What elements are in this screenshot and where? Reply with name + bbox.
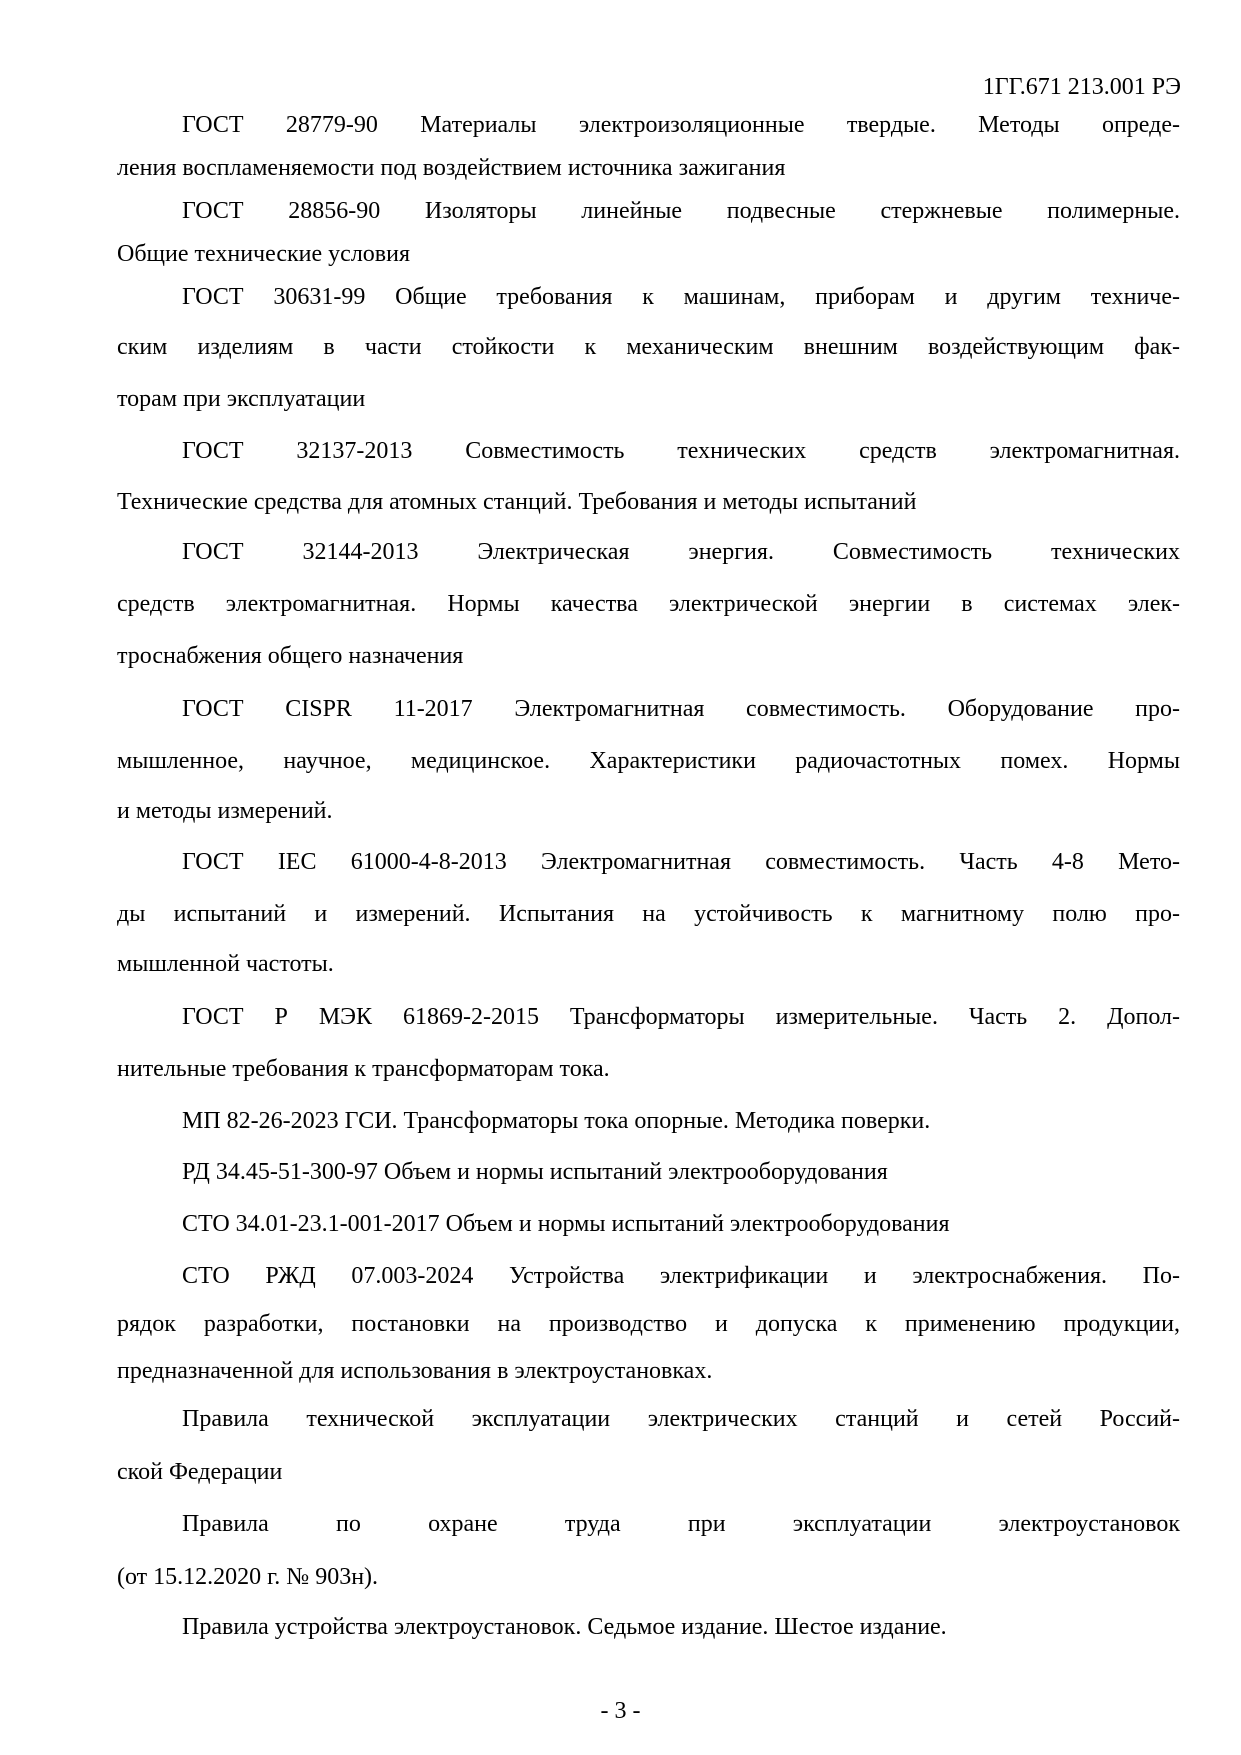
- reference-line: средств электромагнитная. Нормы качества электрической энергии в системах элек-: [117, 591, 1180, 617]
- reference-line: ГОСТ CISPR 11-2017 Электромагнитная совместимость. Оборудование про-: [182, 696, 1180, 722]
- reference-line: ГОСТ 32137-2013 Совместимость технических средств электромагнитная.: [182, 438, 1180, 464]
- document-code-header: 1ГГ.671 213.001 РЭ: [982, 74, 1181, 100]
- reference-line: ления воспламеняемости под воздействием источника зажигания: [117, 155, 786, 181]
- reference-line: (от 15.12.2020 г. № 903н).: [117, 1564, 379, 1590]
- reference-line: Правила по охране труда при эксплуатации электроустановок: [182, 1511, 1180, 1537]
- reference-line: ГОСТ 30631-99 Общие требования к машинам, приборам и другим техниче-: [182, 284, 1180, 310]
- reference-line: нительные требования к трансформаторам тока.: [117, 1056, 610, 1082]
- reference-line: СТО 34.01-23.1-001-2017 Объем и нормы испытаний электрооборудования: [182, 1211, 950, 1237]
- reference-line: МП 82-26-2023 ГСИ. Трансформаторы тока опорные. Методика поверки.: [182, 1108, 931, 1134]
- reference-line: мышленной частоты.: [117, 951, 334, 977]
- reference-line: ГОСТ 28856-90 Изоляторы линейные подвесные стержневые полимерные.: [182, 198, 1180, 224]
- reference-line: ГОСТ 32144-2013 Электрическая энергия. Совместимость технических: [182, 539, 1180, 565]
- reference-line: ГОСТ Р МЭК 61869-2-2015 Трансформаторы измерительные. Часть 2. Допол-: [182, 1004, 1180, 1030]
- reference-line: ГОСТ 28779-90 Материалы электроизоляционные твердые. Методы опреде-: [182, 112, 1180, 138]
- reference-line: Технические средства для атомных станций. Требования и методы испытаний: [117, 489, 917, 515]
- reference-line: и методы измерений.: [117, 798, 333, 824]
- page-number: - 3 -: [600, 1698, 641, 1724]
- reference-line: рядок разработки, постановки на производство и допуска к применению продукции,: [117, 1311, 1180, 1337]
- reference-line: РД 34.45-51-300-97 Объем и нормы испытаний электрооборудования: [182, 1159, 888, 1185]
- reference-line: мышленное, научное, медицинское. Характеристики радиочастотных помех. Нормы: [117, 748, 1180, 774]
- reference-line: предназначенной для использования в электроустановках.: [117, 1358, 713, 1384]
- reference-line: Правила технической эксплуатации электрических станций и сетей Россий-: [182, 1406, 1180, 1432]
- reference-line: ГОСТ IEC 61000-4-8-2013 Электромагнитная совместимость. Часть 4-8 Мето-: [182, 849, 1180, 875]
- reference-line: торам при эксплуатации: [117, 386, 366, 412]
- reference-line: ды испытаний и измерений. Испытания на устойчивость к магнитному полю про-: [117, 901, 1180, 927]
- reference-line: троснабжения общего назначения: [117, 643, 464, 669]
- reference-line: ским изделиям в части стойкости к механическим внешним воздействующим фак-: [117, 334, 1180, 360]
- reference-line: Общие технические условия: [117, 241, 411, 267]
- reference-line: Правила устройства электроустановок. Седьмое издание. Шестое издание.: [182, 1614, 947, 1640]
- reference-line: ской Федерации: [117, 1459, 283, 1485]
- reference-line: СТО РЖД 07.003-2024 Устройства электрификации и электроснабжения. По-: [182, 1263, 1180, 1289]
